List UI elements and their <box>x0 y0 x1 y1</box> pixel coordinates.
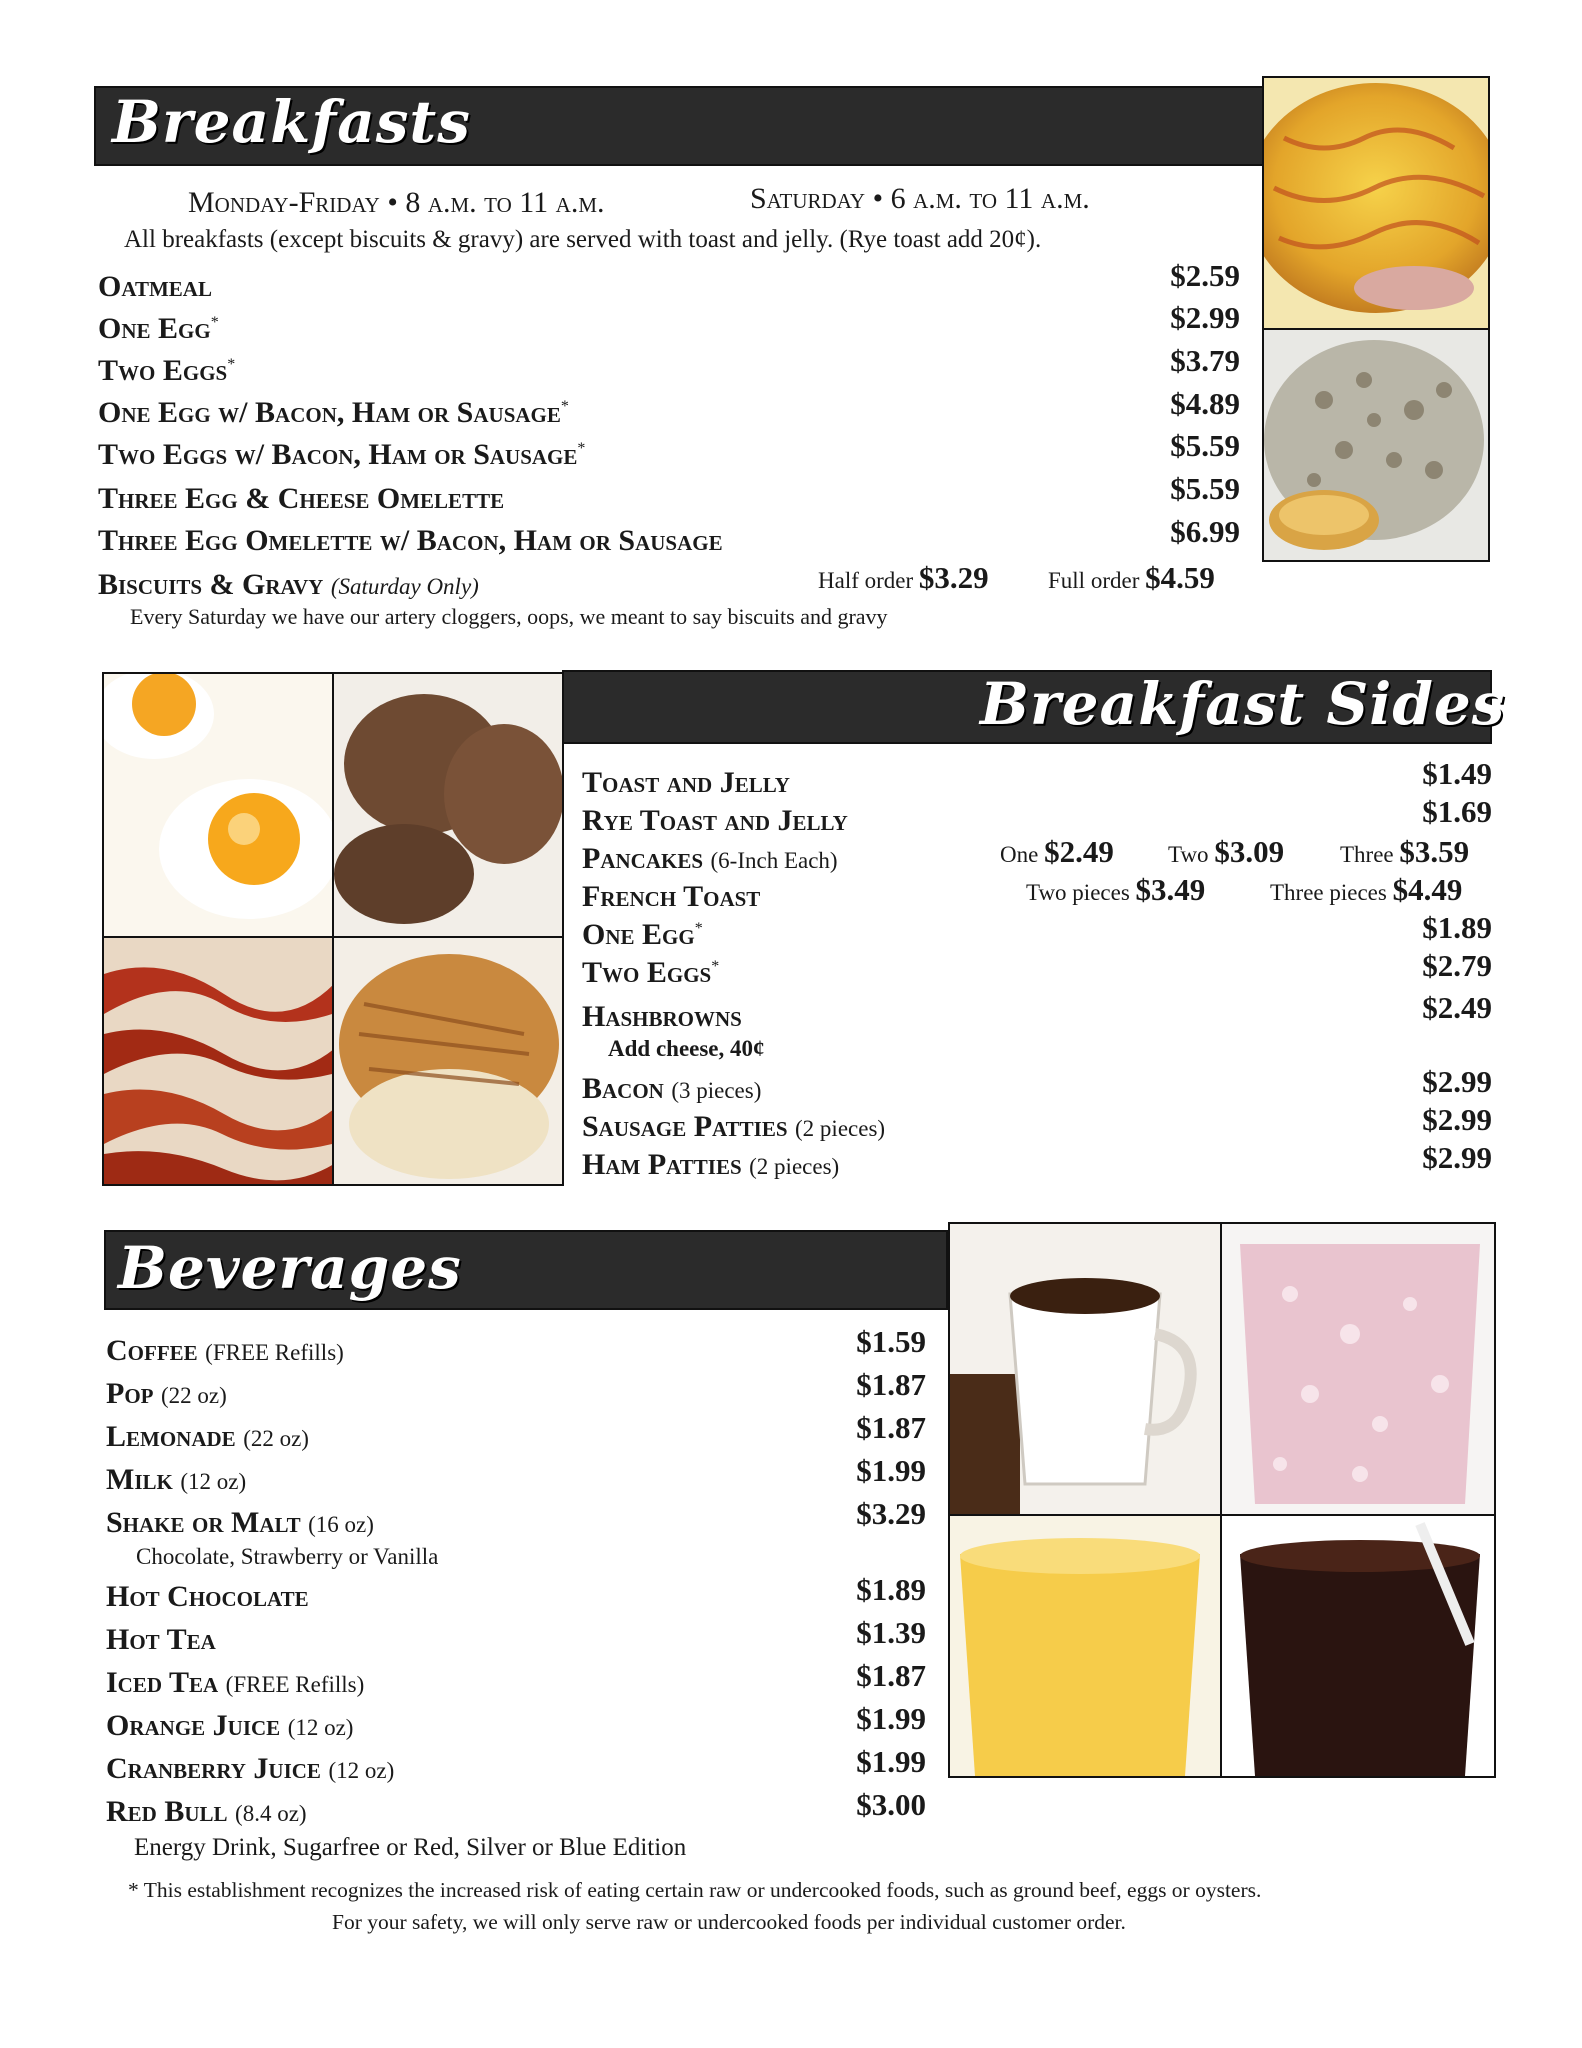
beverage-price: $1.99 <box>856 1701 926 1736</box>
sides-title: Breakfast Sides <box>980 670 1506 738</box>
pancakes-three: Three $3.59 <box>1340 834 1470 869</box>
beverage-price: $1.99 <box>856 1744 926 1779</box>
side-item: Bacon (3 pieces) <box>582 1072 762 1105</box>
pancakes-one: One $2.49 <box>1000 834 1114 869</box>
beverage-price: $1.87 <box>856 1367 926 1402</box>
side-price: $2.49 <box>1422 990 1492 1025</box>
beverage-item: Pop (22 oz) <box>106 1377 227 1410</box>
beverages-title: Beverages <box>118 1234 462 1302</box>
side-item: Ham Patties (2 pieces) <box>582 1148 840 1181</box>
side-price: $2.99 <box>1422 1064 1492 1099</box>
breakfasts-title: Breakfasts <box>112 88 471 156</box>
beverage-item: Red Bull (8.4 oz) <box>106 1795 307 1828</box>
disclaimer-line-2: For your safety, we will only serve raw or undercooked foods per individual customer order. <box>332 1910 1126 1934</box>
side-price: $2.79 <box>1422 948 1492 983</box>
pancakes-two: Two $3.09 <box>1168 834 1285 869</box>
beverage-item: Hot Tea <box>106 1623 216 1656</box>
breakfast-item: Three Egg & Cheese Omelette <box>98 482 505 515</box>
side-price: $1.49 <box>1422 756 1492 791</box>
side-item: Hashbrowns <box>582 1000 742 1033</box>
french-toast-item: French Toast <box>582 880 761 913</box>
side-price: $2.99 <box>1422 1102 1492 1137</box>
beverage-price: $3.00 <box>856 1787 926 1822</box>
beverage-price: $1.39 <box>856 1615 926 1650</box>
breakfast-price: $3.79 <box>1170 343 1240 378</box>
beverage-item: Lemonade (22 oz) <box>106 1420 309 1453</box>
biscuits-tagline: Every Saturday we have our artery cloggers, oops, we meant to say biscuits and gravy <box>130 604 888 629</box>
beverage-item: Hot Chocolate <box>106 1580 309 1613</box>
breakfast-price: $2.99 <box>1170 300 1240 335</box>
biscuits-gravy-photo <box>1262 328 1490 562</box>
breakfast-item: Three Egg Omelette w/ Bacon, Ham or Sausage <box>98 524 723 557</box>
breakfast-hours-weekday: Monday-Friday • 8 a.m. to 11 a.m. <box>188 186 605 219</box>
side-item: One Egg* <box>582 918 703 951</box>
beverage-price: $1.99 <box>856 1453 926 1488</box>
beverages-photo-grid <box>948 1222 1496 1778</box>
beverage-item: Coffee (FREE Refills) <box>106 1334 344 1367</box>
sides-photo-grid <box>102 672 564 1186</box>
breakfast-price: $5.59 <box>1170 428 1240 463</box>
french-toast-three: Three pieces $4.49 <box>1270 872 1463 907</box>
breakfast-item: Two Eggs w/ Bacon, Ham or Sausage* <box>98 438 586 471</box>
beverage-price: $1.87 <box>856 1658 926 1693</box>
french-toast-two: Two pieces $3.49 <box>1026 872 1206 907</box>
biscuits-full-order: Full order $4.59 <box>1048 560 1215 595</box>
beverage-item: Cranberry Juice (12 oz) <box>106 1752 395 1785</box>
pancakes-item: Pancakes (6-Inch Each) <box>582 842 838 875</box>
side-price: $1.89 <box>1422 910 1492 945</box>
side-item: Rye Toast and Jelly <box>582 804 848 837</box>
breakfast-hours-saturday: Saturday • 6 a.m. to 11 a.m. <box>750 182 1090 215</box>
breakfast-item: One Egg w/ Bacon, Ham or Sausage* <box>98 396 569 429</box>
beverage-price: $1.87 <box>856 1410 926 1445</box>
breakfast-subtitle: All breakfasts (except biscuits & gravy) are served with toast and jelly. (Rye toast add 20¢). <box>124 226 1042 253</box>
breakfast-item: Oatmeal <box>98 270 212 303</box>
omelette-photo <box>1262 76 1490 330</box>
beverage-item: Milk (12 oz) <box>106 1463 247 1496</box>
side-item: Two Eggs* <box>582 956 720 989</box>
breakfast-price: $5.59 <box>1170 471 1240 506</box>
breakfast-price: $6.99 <box>1170 514 1240 549</box>
beverage-price: $1.89 <box>856 1572 926 1607</box>
redbull-editions: Energy Drink, Sugarfree or Red, Silver or Blue Edition <box>134 1834 687 1861</box>
beverage-price: $3.29 <box>856 1496 926 1531</box>
breakfast-item: One Egg* <box>98 312 219 345</box>
beverage-item: Shake or Malt (16 oz) <box>106 1506 374 1539</box>
beverage-item: Orange Juice (12 oz) <box>106 1709 354 1742</box>
breakfast-item: Two Eggs* <box>98 354 236 387</box>
beverage-price: $1.59 <box>856 1324 926 1359</box>
disclaimer-line-1: * This establishment recognizes the increased risk of eating certain raw or undercooked foods, such as ground beef, eggs or oysters. <box>128 1878 1262 1902</box>
side-item: Sausage Patties (2 pieces) <box>582 1110 886 1143</box>
biscuits-gravy-item: Biscuits & Gravy (Saturday Only) <box>98 568 479 601</box>
breakfast-price: $2.59 <box>1170 258 1240 293</box>
beverage-item: Iced Tea (FREE Refills) <box>106 1666 365 1699</box>
biscuits-half-order: Half order $3.29 <box>818 560 989 595</box>
breakfast-price: $4.89 <box>1170 386 1240 421</box>
shake-flavors: Chocolate, Strawberry or Vanilla <box>136 1544 439 1569</box>
side-price: $1.69 <box>1422 794 1492 829</box>
side-item: Toast and Jelly <box>582 766 790 799</box>
side-price: $2.99 <box>1422 1140 1492 1175</box>
hashbrowns-addon: Add cheese, 40¢ <box>608 1036 765 1061</box>
